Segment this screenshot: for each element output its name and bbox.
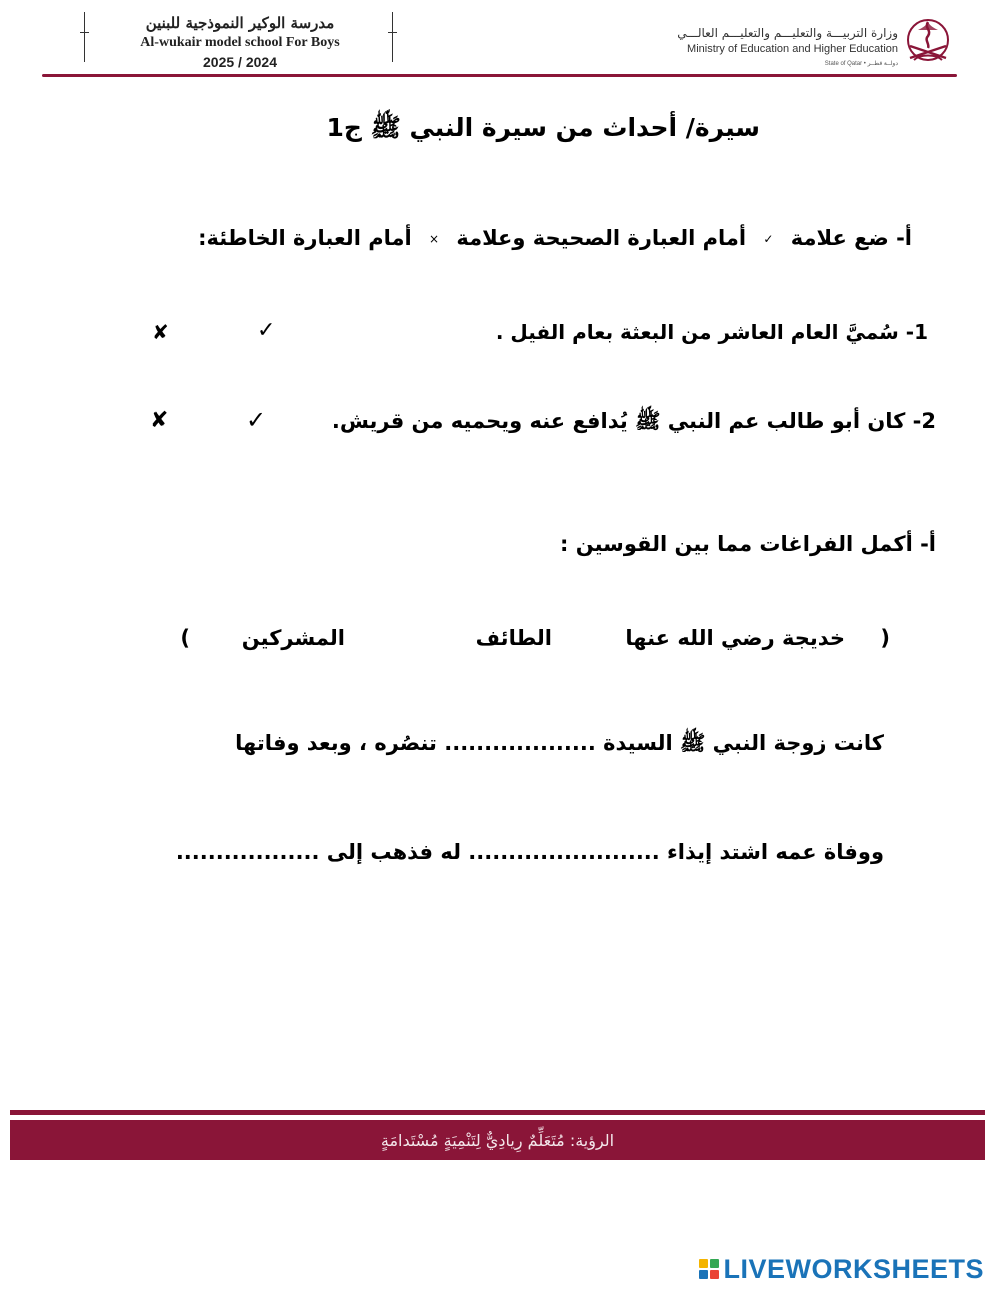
check-option-1[interactable]: ✓ [257,318,276,343]
vision-text: الرؤية: مُتَعَلِّمٌ رِيادِيٌّ لِتَنْمِيَةٍ مُسْتَدامَةٍ [380,1130,615,1150]
page-title: سيرة/ أحداث من سيرة النبي ﷺ ج1 [326,113,760,142]
instruction-part-3: أمام العبارة الخاطئة: [198,226,412,250]
fill-sentence-2[interactable]: ووفاة عمه اشتد إيذاء ........................ له فذهب إلى .................. [175,840,884,864]
word-bank-item[interactable]: الطائف [475,626,552,650]
school-header [80,10,400,72]
statement-2 [332,408,936,439]
state-label: State of Qatar • دولــة قطــر [824,61,898,67]
cross-small-icon: × [429,232,440,246]
section-b-instruction: أ- أكمل الفراغات مما بين القوسين : [559,532,936,556]
section-a-instruction [198,226,912,250]
check-option-2[interactable]: ✓ [246,406,267,434]
header-divider-right [392,12,393,62]
liveworksheets-logo-icon [699,1259,719,1279]
fill-sentence-1[interactable]: كانت زوجة النبي ﷺ السيدة ................... تنصُره ، وبعد وفاتها [235,731,884,755]
school-year: 2025 / 2024 [203,54,277,70]
instruction-part-2: أمام العبارة الصحيحة وعلامة [456,226,747,250]
word-bank [175,626,890,658]
school-name-english: Al-wukair model school For Boys [140,35,340,50]
cross-option-1[interactable]: ✘ [152,320,169,344]
liveworksheets-watermark [699,1252,984,1286]
ministry-header [640,10,960,72]
header-rule [42,74,957,77]
word-bank-open-paren: ( [880,626,890,650]
cross-option-2[interactable]: ✘ [150,408,169,433]
word-bank-close-paren: ) [180,626,190,650]
school-name-arabic: مدرسة الوكير النموذجية للبنين [145,14,335,32]
footer-rule [10,1110,985,1115]
watermark-text: LIVEWORKSHEETS [723,1253,984,1284]
word-bank-item[interactable]: المشركين [241,626,345,650]
statement-1 [496,320,928,344]
statement-text: 1- سُميَّ العام العاشر من البعثة بعام الفيل . [495,320,928,344]
qatar-emblem-icon [900,10,956,70]
statement-text: 2- كان أبو طالب عم النبي ﷺ يُدافع عنه ويحميه من قريش. [331,409,936,433]
instruction-part-1: أ- ضع علامة [790,226,912,250]
vision-banner [10,1120,985,1160]
ministry-name-arabic: وزارة التربيـــة والتعليـــم والتعليـــم العالـــي [677,26,898,40]
check-small-icon: ✓ [763,232,774,246]
ministry-name-english: Ministry of Education and Higher Education [687,43,898,55]
word-bank-item[interactable]: خديجة رضي الله عنها [625,626,845,650]
